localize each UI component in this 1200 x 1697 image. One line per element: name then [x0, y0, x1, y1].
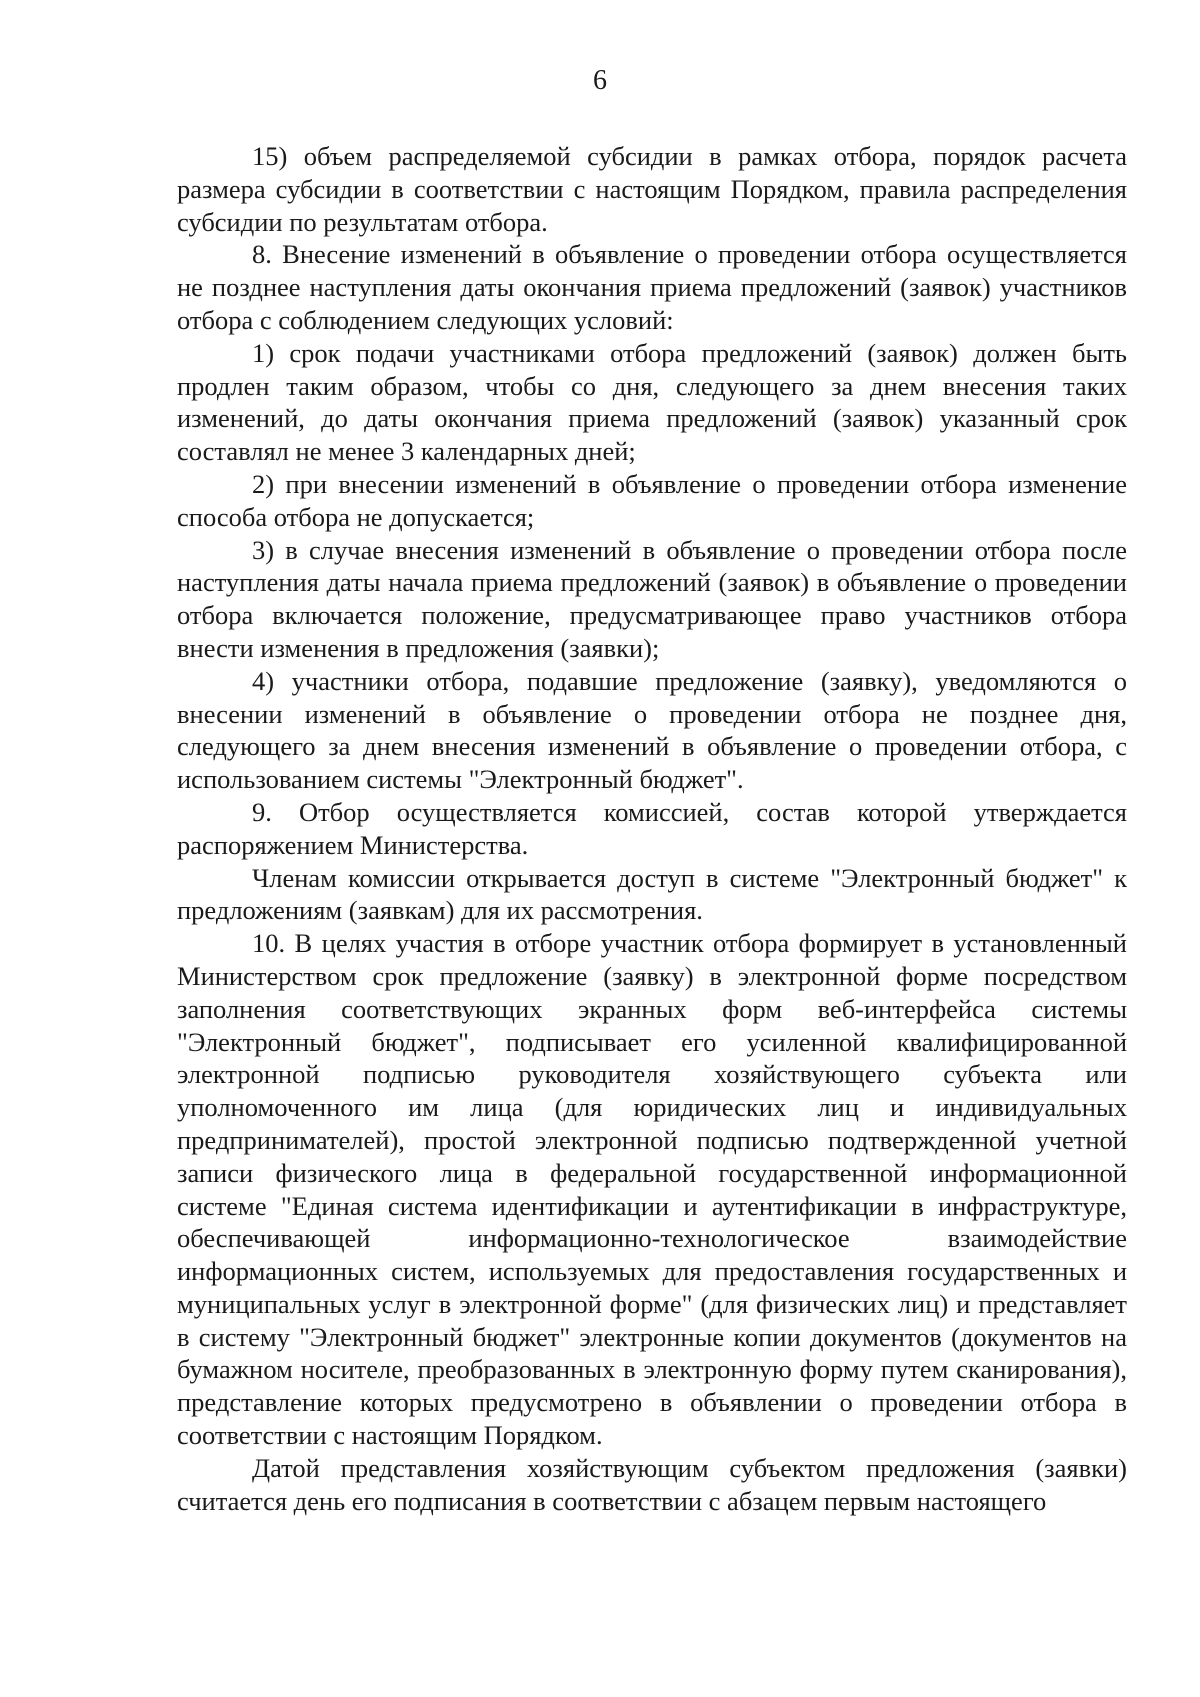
paragraph-clause-8: 8. Внесение изменений в объявление о проведении отбора осуществляется не позднее наступления даты окончания приема предложений (заявок) участников отбора с соблюдением следующих условий: [177, 239, 1127, 335]
paragraph-submission-date: Датой представления хозяйствующим субъектом предложения (заявки) считается день его подписания в соответствии с абзацем первым настоящего [177, 1452, 1127, 1516]
paragraph-subitem-1: 1) срок подачи участниками отбора предложений (заявок) должен быть продлен таким образом, чтобы со дня, следующего за днем внесения таких изменений, до даты окончания приема предложений (заявок) указанный срок составлял не менее 3 календарных дней; [177, 337, 1127, 467]
paragraph-clause-10: 10. В целях участия в отборе участник отбора формирует в установленный Министерством срок предложение (заявку) в электронной форме посредством заполнения соответствующих экранных форм веб-интерфейса системы "Электронный бюджет", подписывает его усиленной квалифицированной электронной подписью руководителя хозяйствующего субъекта или уполномоченного им лица (для юридических лиц и индивидуальных предпринимателей), простой электронной подписью подтвержденной учетной записи физического лица в федеральной государственной информационной системе "Единая система идентификации и аутентификации в инфраструктуре, обеспечивающей информационно-технологическое взаимодействие информационных систем, используемых для предоставления государственных и муниципальных услуг в электронной форме" (для физических лиц) и представляет в систему "Электронный бюджет" электронные копии документов (документов на бумажном носителе, преобразованных в электронную форму путем сканирования), представление которых предусмотрено в объявлении о проведении отбора в соответствии с настоящим Порядком. [177, 928, 1127, 1451]
page-number: 6 [593, 65, 607, 96]
paragraph-subitem-4: 4) участники отбора, подавшие предложение (заявку), уведомляются о внесении изменений в объявление о проведении отбора не позднее дня, следующего за днем внесения изменений в объявление о проведении отбора, с использованием системы "Электронный бюджет". [177, 665, 1127, 795]
paragraph-subitem-3: 3) в случае внесения изменений в объявление о проведении отбора после наступления даты начала приема предложений (заявок) в объявление о проведении отбора включается положение, предусматривающее право участников отбора внести изменения в предложения (заявки); [177, 534, 1127, 663]
paragraph-clause-9: 9. Отбор осуществляется комиссией, состав которой утверждается распоряжением Министерства. [177, 796, 1127, 860]
paragraph-commission-access: Членам комиссии открывается доступ в системе "Электронный бюджет" к предложениям (заявкам) для их рассмотрения. [177, 862, 1127, 926]
document-body [177, 140, 1127, 1517]
paragraph-subitem-2: 2) при внесении изменений в объявление о проведении отбора изменение способа отбора не допускается; [177, 468, 1127, 532]
paragraph-item-15: 15) объем распределяемой субсидии в рамках отбора, порядок расчета размера субсидии в соответствии с настоящим Порядком, правила распределения субсидии по результатам отбора. [177, 141, 1127, 237]
